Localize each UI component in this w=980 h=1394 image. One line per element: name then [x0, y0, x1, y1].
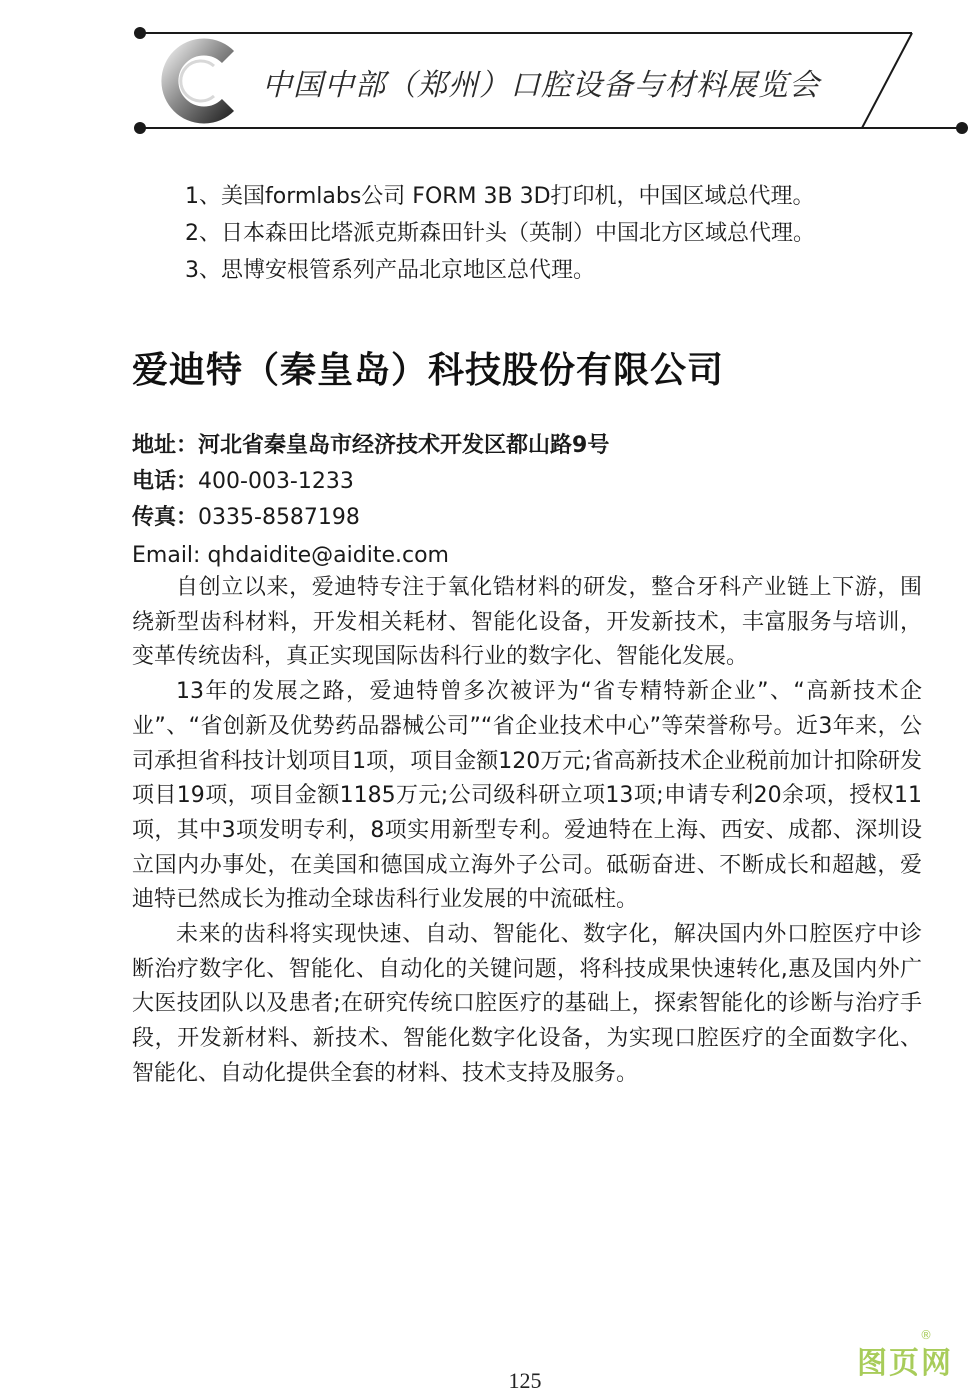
registered-mark: ® — [920, 1328, 932, 1342]
agency-list — [185, 178, 815, 289]
list-item: 2、日本森田比塔派克斯森田针头（英制）中国北方区域总代理。 — [185, 221, 815, 246]
header-slant-rule — [862, 33, 912, 128]
company-description — [132, 571, 922, 1092]
header-logo-inner-arc — [181, 61, 214, 101]
fax-label: 传真： — [132, 505, 199, 530]
email-line — [132, 538, 609, 574]
phone-value: 400-003-1233 — [198, 469, 354, 494]
header-top-dot — [134, 27, 146, 39]
phone-line — [132, 464, 609, 500]
address-value: 河北省秦皇岛市经济技术开发区都山路9号 — [198, 433, 610, 458]
paragraph: 未来的齿科将实现快速、自动、智能化、数字化，解决国内外口腔医疗中诊断治疗数字化、智能化、自动化的关键问题，将科技成果快速转化,惠及国内外广大医技团队以及患者;在研究传统口腔医疗的基础上，探索智能化的诊断与治疗手段，开发新材料、新技术、智能化数字化设备，为实现口腔医疗的全面数字化、智能化、自动化提供全套的材料、技术支持及服务。 — [132, 922, 922, 1086]
address-line — [132, 428, 609, 464]
address-label: 地址： — [132, 433, 199, 458]
company-name: 爱迪特（秦皇岛）科技股份有限公司 — [132, 350, 725, 391]
contact-block — [132, 428, 609, 574]
phone-label: 电话： — [132, 469, 199, 494]
list-item: 3、思博安根管系列产品北京地区总代理。 — [185, 258, 595, 283]
email-label: Email: — [132, 543, 208, 568]
watermark-logo: 图页网 — [857, 1346, 953, 1381]
page-number: 125 — [508, 1368, 542, 1393]
header-title: 中国中部（郑州）口腔设备与材料展览会 — [262, 68, 820, 103]
page-header — [0, 0, 980, 150]
paragraph: 自创立以来，爱迪特专注于氧化锆材料的研发，整合牙科产业链上下游，围绕新型齿科材料，开发相关耗材、智能化设备，开发新技术，丰富服务与培训，变革传统齿科，真正实现国际齿科行业的数字化、智能化发展。 — [132, 575, 922, 670]
fax-line — [132, 500, 609, 536]
paragraph: 13年的发展之路，爱迪特曾多次被评为“省专精特新企业”、“高新技术企业”、“省创新及优势药品器械公司”“省企业技术中心”等荣誉称号。近3年来，公司承担省科技计划项目1项，项目金额120万元;省高新技术企业税前加计扣除研发项目19项，项目金额1185万元;公司级科研立项13项;申请专利20余项，授权11项，其中3项发明专利，8项实用新型专利。爱迪特在上海、西安、成都、深圳设立国内办事处，在美国和德国成立海外子公司。砥砺奋进、不断成长和超越，爱迪特已然成长为推动全球齿科行业发展的中流砥柱。 — [132, 679, 922, 913]
header-logo-c-icon — [170, 47, 228, 115]
email-value: qhdaidite@aidite.com — [207, 543, 449, 568]
header-bottom-dot — [134, 122, 146, 134]
fax-value: 0335-8587198 — [198, 505, 360, 530]
list-item: 1、美国formlabs公司 FORM 3B 3D打印机，中国区域总代理。 — [185, 184, 815, 209]
header-right-dot — [956, 122, 968, 134]
